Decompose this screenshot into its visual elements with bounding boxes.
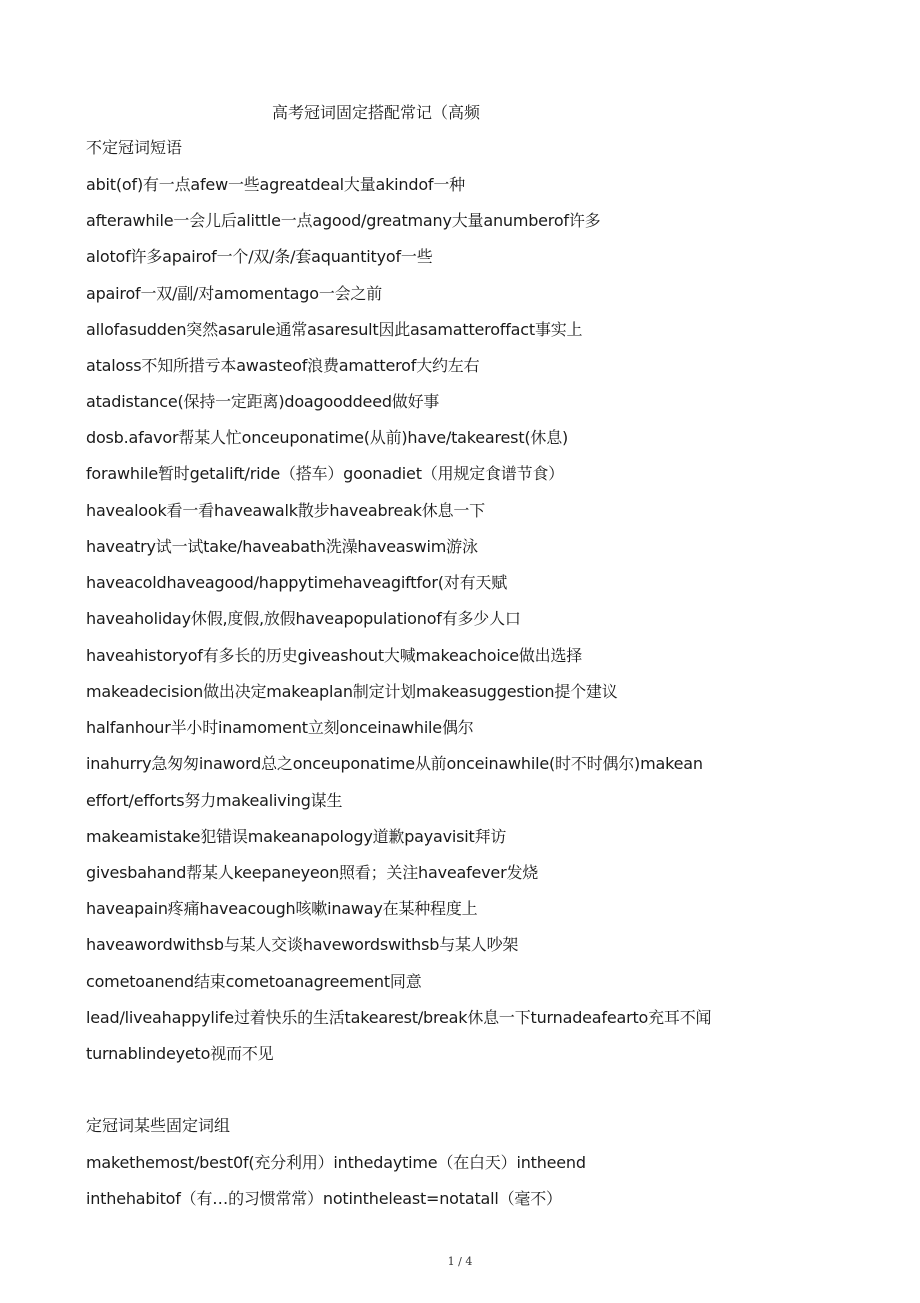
section-heading-definite-article: 定冠词某些固定词组 [86, 1116, 231, 1135]
phrase-line: haveacoldhaveagood/happytimehaveagiftfor(对有天赋 [86, 573, 508, 592]
phrase-line: cometoanend结束cometoanagreement同意 [86, 972, 422, 991]
phrase-line: afterawhile一会儿后alittle一点agood/greatmany大量anumberof许多 [86, 211, 601, 230]
document-title: 高考冠词固定搭配常记（高频 [272, 103, 481, 122]
phrase-line: makeamistake犯错误makeanapology道歉payavisit拜访 [86, 827, 507, 846]
section-heading-indefinite-article: 不定冠词短语 [86, 138, 183, 157]
phrase-line: halfanhour半小时inamoment立刻onceinawhile偶尔 [86, 718, 474, 737]
phrase-line: haveahistoryof有多长的历史giveashout大喊makeachoice做出选择 [86, 646, 583, 665]
phrase-line: haveapain疼痛haveacough咳嗽inaway在某种程度上 [86, 899, 478, 918]
phrase-line: turnablindeyeto视而不见 [86, 1044, 274, 1063]
phrase-line: dosb.afavor帮某人忙onceuponatime(从前)have/takearest(休息) [86, 428, 569, 447]
phrase-line: inahurry急匆匆inaword总之onceuponatime从前onceinawhile(时不时偶尔)makean [86, 754, 703, 773]
phrase-line: atadistance(保持一定距离)doagooddeed做好事 [86, 392, 440, 411]
phrase-line: allofasudden突然asarule通常asaresult因此asamatteroffact事实上 [86, 320, 583, 339]
phrase-line: makethemost/best0f(充分利用）inthedaytime（在白天）intheend [86, 1153, 586, 1172]
phrase-line: makeadecision做出决定makeaplan制定计划makeasuggestion提个建议 [86, 682, 618, 701]
phrase-line: forawhile暂时getalift/ride（搭车）goonadiet（用规定食谱节食） [86, 464, 564, 483]
phrase-line: inthehabitof（有…的习惯常常）notintheleast=notatall（毫不） [86, 1189, 562, 1208]
phrase-line: havealook看一看haveawalk散步haveabreak休息一下 [86, 501, 485, 520]
phrase-line: apairof一双/副/对amomentago一会之前 [86, 284, 383, 303]
phrase-line: haveatry试一试take/haveabath洗澡haveaswim游泳 [86, 537, 478, 556]
phrase-line: lead/liveahappylife过着快乐的生活takearest/break休息一下turnadeafearto充耳不闻 [86, 1008, 712, 1027]
phrase-line: givesbahand帮某人keepaneyeon照看；关注haveafever发烧 [86, 863, 539, 882]
phrase-line: alotof许多apairof一个/双/条/套aquantityof一些 [86, 247, 433, 266]
phrase-line: effort/efforts努力makealiving谋生 [86, 791, 343, 810]
phrase-line: abit(of)有一点afew一些agreatdeal大量akindof一种 [86, 175, 465, 194]
phrase-line: haveaholiday休假,度假,放假haveapopulationof有多少人口 [86, 609, 521, 628]
phrase-line: haveawordwithsb与某人交谈havewordswithsb与某人吵架 [86, 935, 519, 954]
phrase-line: ataloss不知所措亏本awasteof浪费amatterof大约左右 [86, 356, 480, 375]
page-number: 1 / 4 [447, 1255, 473, 1268]
